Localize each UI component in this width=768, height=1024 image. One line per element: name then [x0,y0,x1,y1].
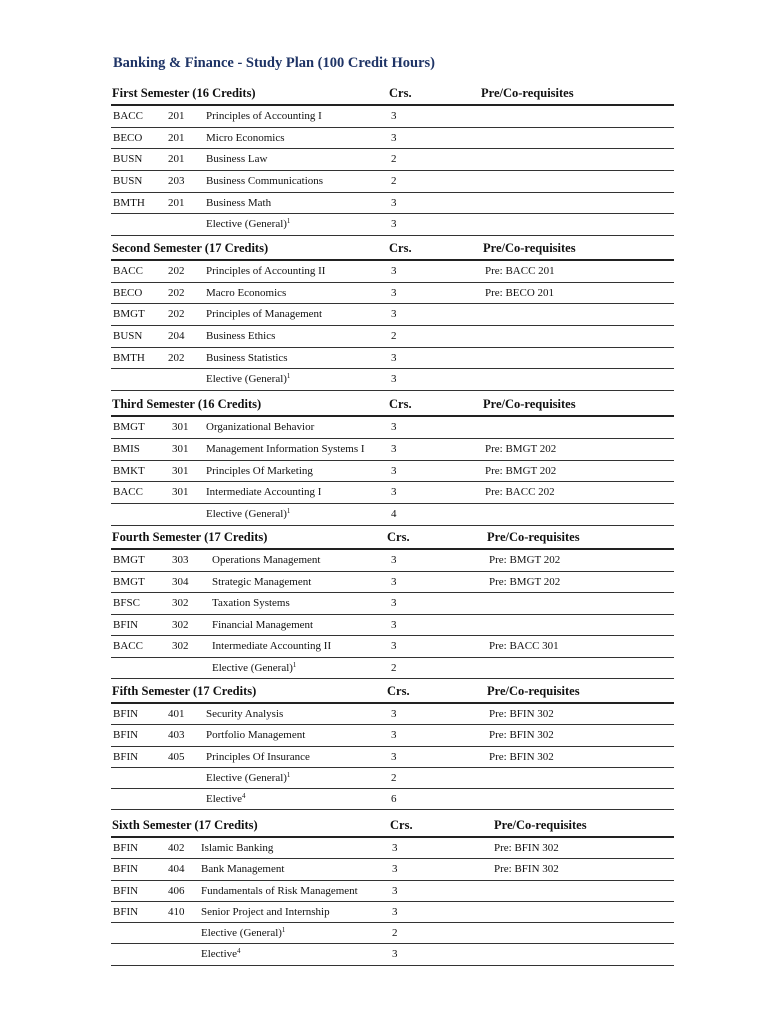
course-row [111,725,674,746]
course-credits: 3 [391,110,397,122]
prerequisites-column-header: Pre/Co-requisites [483,241,576,255]
course-title-text: Elective [206,793,243,806]
semester-section [111,396,674,526]
course-title [206,465,313,477]
course-dept: BMGT [113,554,145,566]
course-number: 403 [168,729,185,742]
course-dept: BMGT [113,421,145,433]
course-row [111,615,674,637]
course-title-text: Business Statistics [206,351,288,364]
course-row [111,171,674,193]
course-dept: BFIN [113,618,139,631]
course-title-text: Principles Of Insurance [206,750,310,763]
semester-section [111,240,674,391]
course-credits: 3 [391,618,397,631]
course-title [206,751,310,763]
course-number: 203 [168,175,185,188]
course-row [111,283,674,305]
course-row [111,261,674,283]
semester-section [111,85,674,236]
course-title [206,330,275,342]
course-number: 302 [172,640,189,652]
course-credits: 2 [391,661,397,674]
course-number: 301 [172,486,189,499]
course-credits: 3 [391,750,397,763]
course-dept: BFIN [113,750,139,763]
course-title [206,132,285,144]
course-title [206,708,283,720]
course-title [201,842,273,854]
course-number: 202 [168,308,185,321]
course-title-text: Principles of Management [206,308,323,321]
footnote-marker: 1 [281,926,286,935]
course-title-text: Principles of Accounting II [206,265,326,277]
course-title-text: Islamic Banking [201,842,274,854]
course-prerequisite: Pre: BFIN 302 [494,863,559,876]
course-row [111,859,674,880]
course-credits: 2 [391,771,397,784]
course-credits: 2 [391,175,397,188]
course-number: 402 [168,842,185,854]
course-title [201,948,241,960]
course-row [111,704,674,725]
course-row [111,214,674,236]
course-title [206,265,325,277]
course-row [111,461,674,483]
course-credits: 2 [392,927,398,940]
course-title [206,175,323,187]
course-row [111,504,674,526]
credits-column-header: Crs. [389,397,412,411]
course-row [111,128,674,150]
course-credits: 4 [391,508,397,521]
course-number: 401 [168,708,185,720]
course-dept: BMTH [113,351,145,364]
course-dept: BACC [113,265,143,277]
course-dept: BFIN [113,863,139,876]
course-title-text: Elective (General) [206,218,287,231]
course-dept: BECO [113,286,143,299]
course-prerequisite: Pre: BFIN 302 [489,750,554,763]
course-title [206,153,267,165]
course-title [206,373,290,385]
course-title [201,885,358,897]
course-row [111,106,674,128]
course-title-text: Principles Of Marketing [206,464,313,477]
course-prerequisite: Pre: BECO 201 [485,286,555,299]
course-title [201,863,284,875]
course-title-text: Micro Economics [206,131,285,144]
course-row [111,550,674,572]
course-title [206,486,321,498]
course-credits: 3 [391,286,397,299]
footnote-marker: 1 [286,770,291,779]
course-number: 204 [168,330,185,343]
prerequisites-column-header: Pre/Co-requisites [494,818,587,832]
course-prerequisite: Pre: BACC 201 [485,265,555,277]
course-credits: 6 [391,793,397,806]
course-title [206,197,271,209]
semester-header [111,683,674,704]
course-title [206,729,305,741]
course-number: 301 [172,421,189,433]
course-row [111,636,674,658]
course-row [111,149,674,171]
course-prerequisite: Pre: BMGT 202 [485,464,557,477]
course-title-text: Security Analysis [206,708,284,720]
course-title [206,218,290,230]
prerequisites-column-header: Pre/Co-requisites [487,684,580,698]
course-title [212,554,320,566]
credits-column-header: Crs. [389,241,412,255]
course-title [206,308,322,320]
course-row [111,439,674,461]
course-credits: 3 [391,640,397,652]
course-title-text: Operations Management [212,554,321,566]
course-dept: BACC [113,110,143,122]
course-prerequisite: Pre: BACC 202 [485,486,555,499]
course-prerequisite: Pre: BFIN 302 [494,842,559,854]
course-dept: BMTH [113,196,145,209]
course-row [111,304,674,326]
course-credits: 3 [391,373,397,386]
course-credits: 3 [391,265,397,277]
course-credits: 3 [391,218,397,231]
course-prerequisite: Pre: BMGT 202 [485,442,557,455]
course-credits: 2 [391,153,397,166]
course-dept: BUSN [113,330,143,343]
course-row [111,572,674,594]
course-credits: 3 [391,554,397,566]
course-dept: BMGT [113,308,145,321]
course-number: 201 [168,131,185,144]
semester-section [111,683,674,810]
course-row [111,348,674,370]
page-title: Banking & Finance - Study Plan (100 Credit Hours) [113,55,435,71]
course-row [111,369,674,391]
course-number: 301 [172,464,189,477]
course-title-text: Fundamentals of Risk Management [201,884,358,897]
course-credits: 3 [391,351,397,364]
course-dept: BFIN [113,905,139,918]
course-credits: 3 [391,442,397,455]
course-credits: 3 [391,421,397,433]
course-title-text: Intermediate Accounting I [206,486,322,499]
course-title [212,640,331,652]
semester-section [111,817,674,966]
course-prerequisite: Pre: BACC 301 [489,640,559,652]
course-number: 404 [168,863,185,876]
footnote-marker: 1 [286,507,291,516]
prerequisites-column-header: Pre/Co-requisites [483,397,576,411]
course-prerequisite: Pre: BMGT 202 [489,575,561,588]
course-prerequisite: Pre: BFIN 302 [489,729,554,742]
course-row [111,923,674,944]
course-row [111,747,674,768]
course-title [206,793,246,805]
course-number: 303 [172,554,189,566]
course-number: 406 [168,884,185,897]
course-title [201,927,285,939]
semester-title: First Semester (16 Credits) [112,86,256,100]
course-title-text: Principles of Accounting I [206,110,322,122]
semester-title: Sixth Semester (17 Credits) [112,818,258,832]
course-credits: 2 [391,330,397,343]
footnote-marker: 1 [286,372,291,381]
course-dept: BFIN [113,842,139,854]
semester-header [111,85,674,106]
course-dept: BFIN [113,708,139,720]
course-row [111,326,674,348]
course-title [206,287,286,299]
course-title [212,576,311,588]
course-title-text: Elective [201,948,238,961]
course-credits: 3 [392,905,398,918]
course-credits: 3 [391,308,397,321]
course-credits: 3 [391,131,397,144]
course-credits: 3 [392,884,398,897]
course-title-text: Elective (General) [206,508,287,521]
course-number: 302 [172,618,189,631]
course-number: 410 [168,905,185,918]
course-dept: BMKT [113,464,145,477]
prerequisites-column-header: Pre/Co-requisites [487,530,580,544]
course-number: 202 [168,351,185,364]
course-number: 302 [172,597,189,609]
semester-title: Fourth Semester (17 Credits) [112,530,268,544]
course-number: 304 [172,575,189,588]
course-row [111,193,674,215]
course-title [212,662,296,674]
course-dept: BECO [113,131,143,144]
footnote-marker: 4 [237,947,241,956]
course-title [212,597,290,609]
course-number: 201 [168,153,185,166]
footnote-marker: 1 [286,217,291,226]
course-row [111,658,674,680]
credits-column-header: Crs. [387,530,410,544]
course-title-text: Elective (General) [201,927,282,940]
course-title-text: Business Ethics [206,330,276,343]
course-title [206,443,365,455]
credits-column-header: Crs. [390,818,413,832]
semester-title: Third Semester (16 Credits) [112,397,262,411]
course-dept: BACC [113,640,143,652]
course-number: 301 [172,442,189,455]
semester-header [111,240,674,261]
course-title [206,352,288,364]
course-row [111,838,674,859]
course-title-text: Elective (General) [206,771,287,784]
course-dept: BMIS [113,442,140,455]
course-title-text: Management Information Systems I [206,442,365,455]
course-number: 202 [168,286,185,299]
course-title-text: Organizational Behavior [206,421,315,433]
semester-title: Second Semester (17 Credits) [112,241,269,255]
course-number: 201 [168,110,185,122]
course-title-text: Business Math [206,196,272,209]
course-row [111,944,674,965]
course-row [111,482,674,504]
course-title-text: Taxation Systems [212,597,290,609]
course-row [111,881,674,902]
course-title [212,619,313,631]
course-title-text: Portfolio Management [206,729,306,742]
footnote-marker: 4 [242,792,246,801]
course-title-text: Elective (General) [206,373,287,386]
course-title-text: Bank Management [201,863,285,876]
course-title-text: Strategic Management [212,575,312,588]
course-title-text: Financial Management [212,618,314,631]
course-dept: BFIN [113,884,139,897]
semester-header [111,396,674,417]
course-row [111,789,674,810]
course-prerequisite: Pre: BFIN 302 [489,708,554,720]
course-row [111,902,674,923]
course-title-text: Intermediate Accounting II [212,640,332,652]
course-title [206,508,290,520]
course-credits: 3 [391,486,397,499]
course-prerequisite: Pre: BMGT 202 [489,554,561,566]
course-title [201,906,330,918]
course-credits: 3 [392,842,398,854]
course-title-text: Business Communications [206,175,324,188]
course-title [206,110,322,122]
credits-column-header: Crs. [389,86,412,100]
prerequisites-column-header: Pre/Co-requisites [481,86,574,100]
course-credits: 3 [391,196,397,209]
semester-title: Fifth Semester (17 Credits) [112,684,257,698]
semester-header [111,817,674,838]
footnote-marker: 1 [292,660,297,669]
course-title [206,772,290,784]
course-number: 405 [168,750,185,763]
semester-section [111,529,674,679]
course-title-text: Elective (General) [212,661,293,674]
course-row [111,593,674,615]
course-title [206,421,314,433]
course-credits: 3 [391,597,397,609]
course-credits: 3 [391,729,397,742]
credits-column-header: Crs. [387,684,410,698]
course-dept: BACC [113,486,143,499]
course-dept: BFIN [113,729,139,742]
course-dept: BUSN [113,153,143,166]
course-credits: 3 [391,575,397,588]
course-title-text: Macro Economics [206,286,287,299]
course-title-text: Business Law [206,153,268,166]
course-credits: 3 [391,464,397,477]
course-number: 202 [168,265,185,277]
course-title-text: Senior Project and Internship [201,905,330,918]
course-credits: 3 [391,708,397,720]
course-row [111,768,674,789]
course-credits: 3 [392,948,398,961]
course-row [111,417,674,439]
course-number: 201 [168,196,185,209]
course-dept: BMGT [113,575,145,588]
semester-header [111,529,674,550]
course-dept: BFSC [113,597,140,609]
course-credits: 3 [392,863,398,876]
course-dept: BUSN [113,175,143,188]
